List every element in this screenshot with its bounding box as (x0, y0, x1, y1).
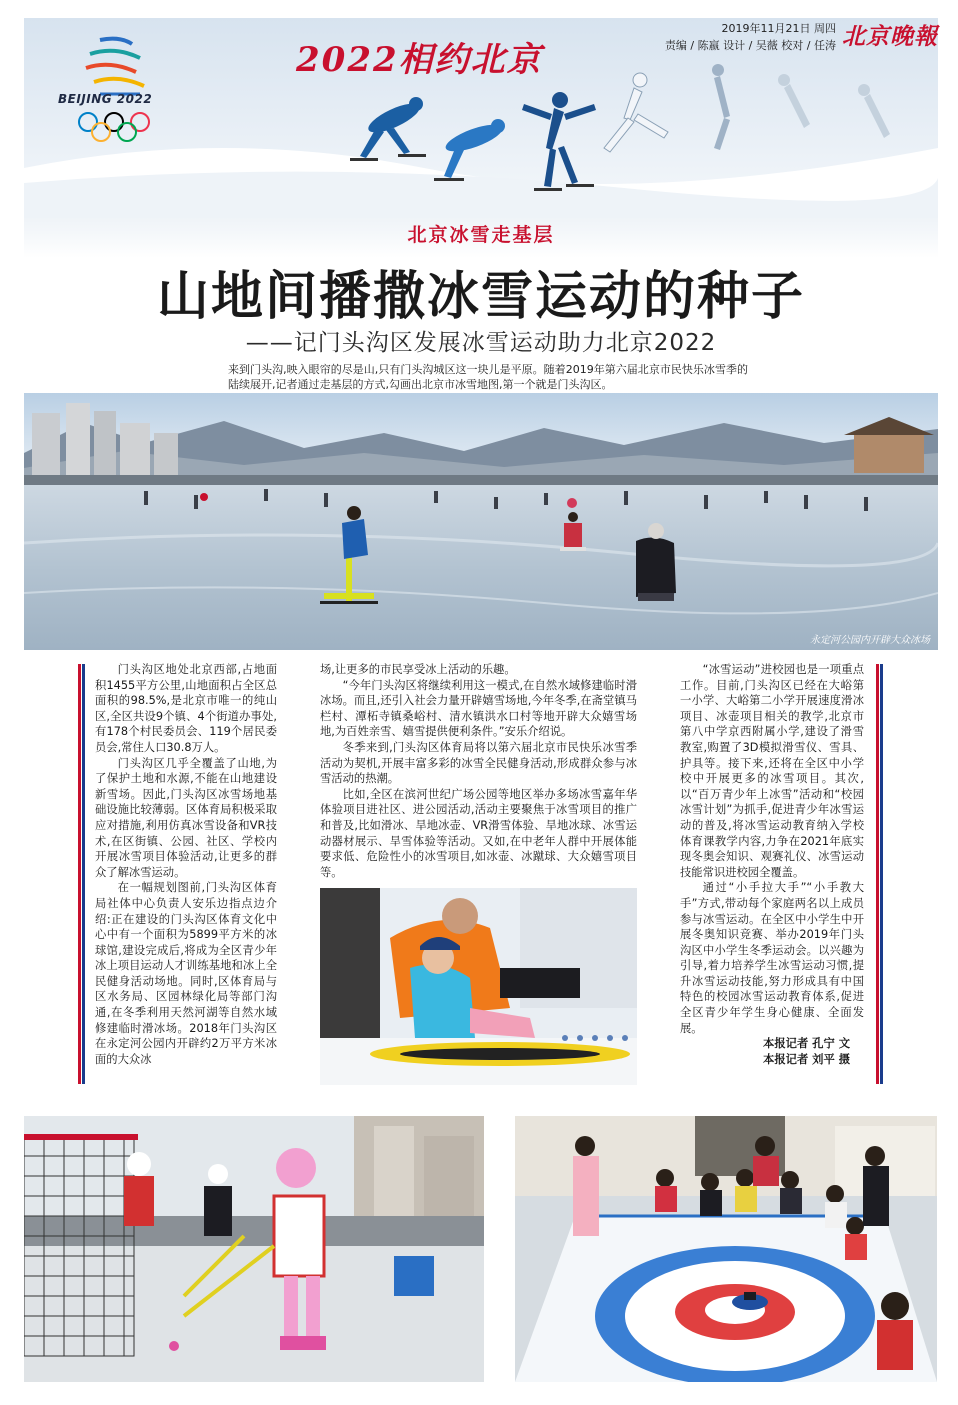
main-photo-caption: 永定河公园内开辟大众冰场 (810, 635, 930, 646)
paragraph: “冰雪运动”进校园也是一项重点工作。目前,门头沟区已经在大峪第一小学、大峪第二小学开展速度滑冰项目、冰壶项目相关的教学,北京市第八中学京西附属小学,建设了滑雪教室,购置了3D模拟滑雪仪、雪具、护具等。接下来,还将在全区中小学校中开展更多的冰雪项目。其次,以“百万青少年上冰雪”活动和“校园冰雪计划”为抓手,促进青少年冰雪运动的普及,将冰雪运动教育纳入学校体育课教学内容,力争在2021年底实现冬奥会知识、观赛礼仪、冰雪运动技能常识进校园全覆盖。 (680, 663, 864, 879)
banner (24, 18, 938, 650)
article-subhead: ——记门头沟区发展冰雪运动助力北京2022 (245, 330, 717, 356)
paragraph: 冬季来到,门头沟区体育局将以第六届北京市民快乐冰雪季活动为契机,开展丰富多彩的冰雪全民健身活动,形成群众参与冰雪活动的热潮。 (320, 740, 637, 786)
paragraph: 门头沟区地处北京西部,占地面积1455平方公里,山地面积占全区总面积的98.5%,是北京市唯一的纯山区,全区共设9个镇、4个街道办事处,有178个村民委员会、119个居民委员会,常住人口30.8万人。 (95, 663, 277, 754)
article-column-2 (320, 662, 637, 880)
paragraph: “今年门头沟区将继续利用这一模式,在自然水域修建临时滑冰场。而且,还引入社会力量开辟嬉雪场地,今年冬季,在斋堂镇马栏村、潭柘寺镇桑峪村、清水镇洪水口村等地开辟大众嬉雪场地,为百姓亲雪、嬉雪提供便利条件。”安乐介绍说。 (320, 678, 637, 739)
paragraph: 在一幅规划图前,门头沟区体育局社体中心负责人安乐边指点边介绍:正在建设的门头沟区体育文化中心中有一个面积为5899平方米的冰球馆,建设完成后,将成为全区青少年冰上项目运动人才训练基地和冰上全民健身活动场地。同时,区体育局与区水务局、区园林绿化局等部门沟通,在冬季利用天然河湖等自然水域修建临时滑冰场。2018年门头沟区在永定河公园内开辟约2万平方米冰面的大众冰 (95, 881, 277, 1066)
issue-date: 2019年11月21日 周四 (721, 22, 836, 35)
child-dry-snow-sled-photo (320, 888, 637, 1085)
paper-logo: 北京晚報 (842, 23, 938, 50)
article-lead: 来到门头沟,映入眼帘的尽是山,只有门头沟城区这一块儿是平原。随着2019年第六届北京市民快乐冰雪季的陆续展开,记者通过走基层的方式,勾画出北京市冰雪地图,第一个就是门头沟区。 (228, 363, 748, 391)
banner-title: 2022相约北京 (296, 40, 543, 80)
article-headline: 山地间播撒冰雪运动的种子 (156, 267, 805, 327)
masthead-info (656, 20, 836, 54)
olympic-rings-icon (74, 110, 154, 144)
byline-writer: 本报记者 孔宁 文 (763, 1037, 850, 1051)
article-column-3 (680, 662, 864, 1067)
paragraph: 通过“小手拉大手”“小手教大手”方式,带动每个家庭两名以上成员参与冰雪运动。在全区中小学生中开展冬奥知识竞赛、举办2019年门头沟区中小学生冬季运动会。以兴趣为引导,着力培养学生冰雪运动习惯,提升冰雪运动技能,努力形成具有中国特色的校园冰雪运动教育体系,促进全区青少年学生身心健康、全面发展。 (680, 881, 864, 1035)
children-floor-curling-photo (515, 1116, 937, 1382)
accent-rule-left-blue (82, 664, 85, 1084)
beijing-2022-logo-text: BEIJING 2022 (58, 92, 153, 106)
paragraph: 场,让更多的市民享受冰上活动的乐趣。 (320, 663, 516, 676)
article-column-1 (95, 662, 277, 1067)
frozen-river-skating-rink-photo (24, 393, 938, 650)
accent-rule-left-red (78, 664, 81, 1084)
accent-rule-right-red (876, 664, 879, 1084)
paragraph: 门头沟区几乎全覆盖了山地,为了保护土地和水源,不能在山地建设新雪场。因此,门头沟区冰雪场地基础设施比较薄弱。区体育局积极采取应对措施,利用仿真冰雪设备和VR技术,在区街镇、公园、社区、学校内开展冰雪项目体验活动,让更多的群众了解冰雪运动。 (95, 756, 277, 879)
children-roller-hockey-photo (24, 1116, 484, 1382)
accent-rule-right-blue (880, 664, 883, 1084)
article-kicker: 北京冰雪走基层 (407, 224, 555, 246)
byline-photographer: 本报记者 刘平 摄 (763, 1052, 850, 1066)
editor-credits: 责编 / 陈嬴 设计 / 吴薇 校对 / 任涛 (664, 39, 836, 52)
paragraph: 比如,全区在滨河世纪广场公园等地区举办多场冰雪嘉年华体验项目进社区、进公园活动,活动主要聚焦于冰雪项目的推广和普及,比如滑冰、旱地冰壶、VR滑雪体验、旱地冰球、冰雪运动器材展示、旱雪体验等活动。又如,在中老年人群中开展体能要求低、危险性小的冰雪项目,如冰壶、冰蹴球、大众嬉雪项目等。 (320, 787, 637, 879)
